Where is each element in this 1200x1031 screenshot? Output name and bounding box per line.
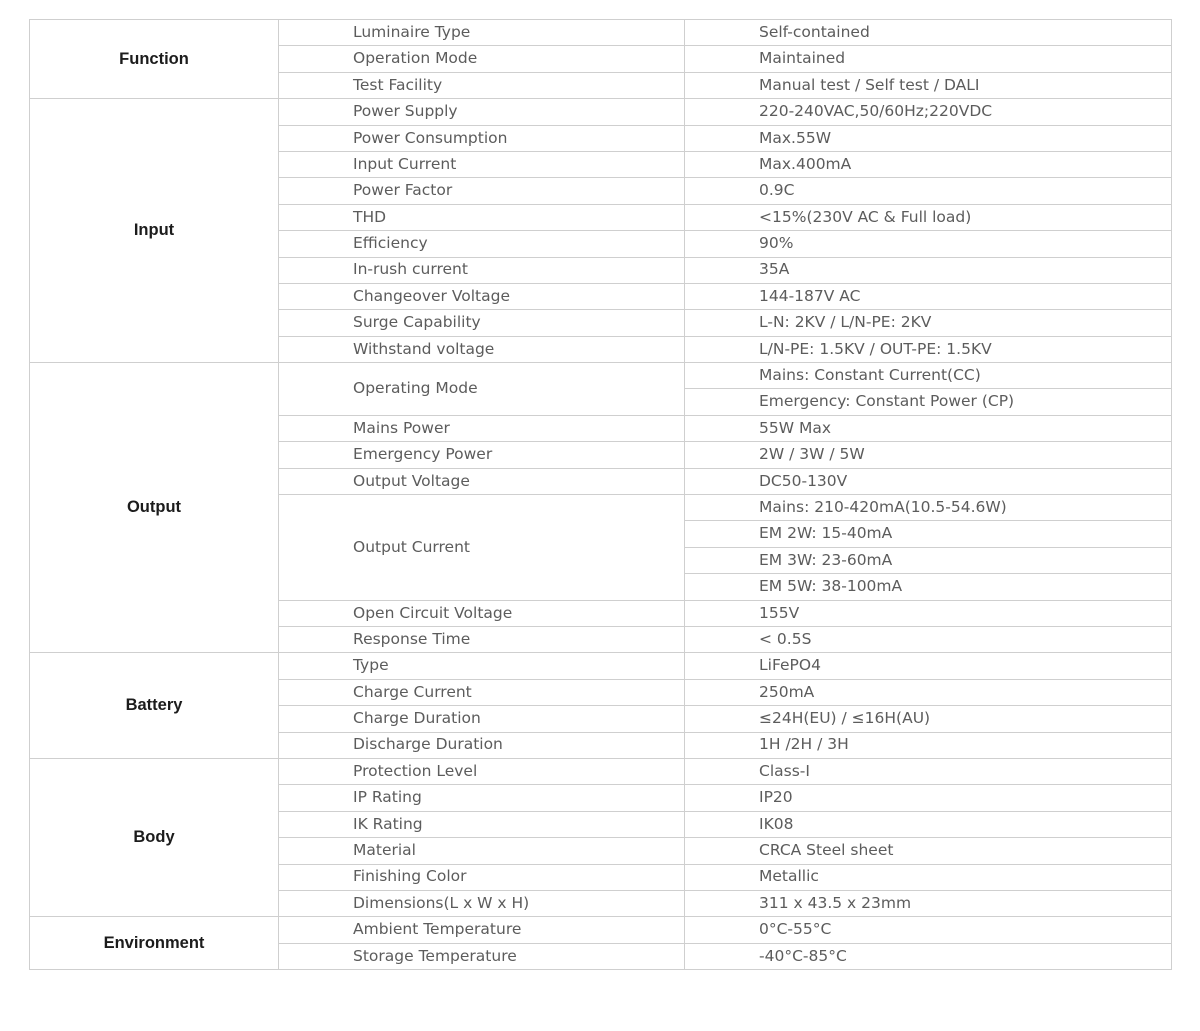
parameter-value: Class-I [685, 758, 1172, 784]
spec-row [30, 917, 1172, 943]
parameter-value: 0.9C [685, 178, 1172, 204]
parameter-value: 144-187V AC [685, 283, 1172, 309]
parameter-value: 0°C-55°C [685, 917, 1172, 943]
parameter-value: 155V [685, 600, 1172, 626]
parameter-name: Operation Mode [279, 46, 685, 72]
specification-table [29, 19, 1172, 970]
spec-row [30, 363, 1172, 389]
parameter-name: Efficiency [279, 231, 685, 257]
parameter-name: Input Current [279, 151, 685, 177]
parameter-name: Power Factor [279, 178, 685, 204]
parameter-name: Charge Current [279, 679, 685, 705]
parameter-name: Protection Level [279, 758, 685, 784]
parameter-name: Withstand voltage [279, 336, 685, 362]
parameter-value: IP20 [685, 785, 1172, 811]
parameter-value: L-N: 2KV / L/N-PE: 2KV [685, 310, 1172, 336]
parameter-value: EM 2W: 15-40mA [685, 521, 1172, 547]
parameter-name: IK Rating [279, 811, 685, 837]
spec-row [30, 20, 1172, 46]
parameter-name: IP Rating [279, 785, 685, 811]
category-label-input: Input [30, 99, 279, 363]
category-label-function: Function [30, 20, 279, 99]
parameter-value: <15%(230V AC & Full load) [685, 204, 1172, 230]
parameter-value: L/N-PE: 1.5KV / OUT-PE: 1.5KV [685, 336, 1172, 362]
parameter-value: ≤24H(EU) / ≤16H(AU) [685, 706, 1172, 732]
parameter-value: Emergency: Constant Power (CP) [685, 389, 1172, 415]
parameter-value: -40°C-85°C [685, 943, 1172, 969]
parameter-name: Ambient Temperature [279, 917, 685, 943]
parameter-name: Open Circuit Voltage [279, 600, 685, 626]
category-label-output: Output [30, 363, 279, 653]
specification-table-body [30, 20, 1172, 970]
parameter-value: EM 5W: 38-100mA [685, 574, 1172, 600]
parameter-name: Dimensions(L x W x H) [279, 890, 685, 916]
category-label-battery: Battery [30, 653, 279, 759]
parameter-value: 311 x 43.5 x 23mm [685, 890, 1172, 916]
parameter-value: Mains: Constant Current(CC) [685, 363, 1172, 389]
category-label-body: Body [30, 758, 279, 916]
parameter-name: Power Consumption [279, 125, 685, 151]
parameter-value: 35A [685, 257, 1172, 283]
parameter-value: 1H /2H / 3H [685, 732, 1172, 758]
parameter-name: Mains Power [279, 415, 685, 441]
parameter-value: 220-240VAC,50/60Hz;220VDC [685, 99, 1172, 125]
parameter-value: LiFePO4 [685, 653, 1172, 679]
parameter-name: Charge Duration [279, 706, 685, 732]
parameter-value: Mains: 210-420mA(10.5-54.6W) [685, 495, 1172, 521]
parameter-name: Discharge Duration [279, 732, 685, 758]
parameter-name: Changeover Voltage [279, 283, 685, 309]
spec-row [30, 758, 1172, 784]
parameter-value: IK08 [685, 811, 1172, 837]
parameter-value: 2W / 3W / 5W [685, 442, 1172, 468]
parameter-name: Luminaire Type [279, 20, 685, 46]
parameter-name: Material [279, 838, 685, 864]
parameter-name: THD [279, 204, 685, 230]
parameter-name: Operating Mode [279, 363, 685, 416]
parameter-value: 90% [685, 231, 1172, 257]
parameter-value: Metallic [685, 864, 1172, 890]
spec-row [30, 653, 1172, 679]
parameter-value: Maintained [685, 46, 1172, 72]
parameter-name: Test Facility [279, 72, 685, 98]
parameter-name: Output Voltage [279, 468, 685, 494]
parameter-value: CRCA Steel sheet [685, 838, 1172, 864]
parameter-name: Type [279, 653, 685, 679]
parameter-value: Max.55W [685, 125, 1172, 151]
parameter-name: Finishing Color [279, 864, 685, 890]
spec-row [30, 99, 1172, 125]
parameter-name: Surge Capability [279, 310, 685, 336]
parameter-name: Emergency Power [279, 442, 685, 468]
parameter-value: DC50-130V [685, 468, 1172, 494]
parameter-value: Max.400mA [685, 151, 1172, 177]
parameter-name: Storage Temperature [279, 943, 685, 969]
parameter-value: Self-contained [685, 20, 1172, 46]
parameter-value: 250mA [685, 679, 1172, 705]
parameter-name: In-rush current [279, 257, 685, 283]
parameter-value: Manual test / Self test / DALI [685, 72, 1172, 98]
parameter-value: < 0.5S [685, 626, 1172, 652]
parameter-name: Response Time [279, 626, 685, 652]
parameter-name: Power Supply [279, 99, 685, 125]
parameter-value: 55W Max [685, 415, 1172, 441]
parameter-value: EM 3W: 23-60mA [685, 547, 1172, 573]
category-label-environment: Environment [30, 917, 279, 970]
parameter-name: Output Current [279, 495, 685, 601]
